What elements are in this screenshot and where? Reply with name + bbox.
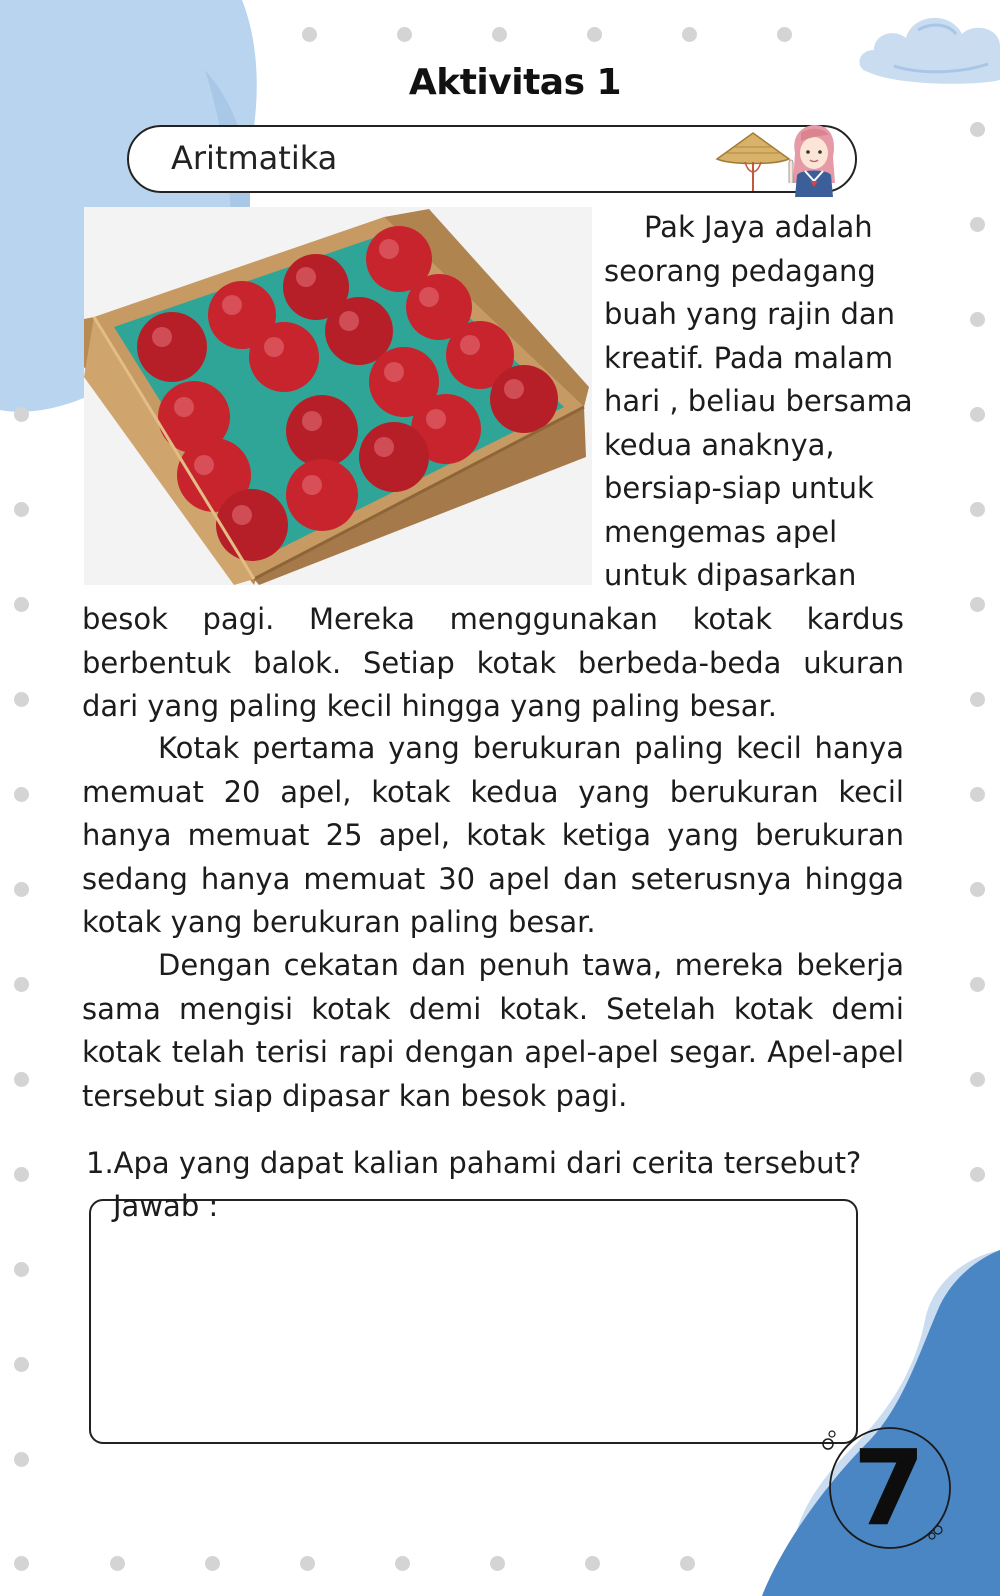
story-line: dari yang paling kecil hingga yang paling besar. <box>82 689 777 723</box>
story-line: bersiap-siap untuk <box>604 471 874 505</box>
border-dot <box>970 597 985 612</box>
border-dot <box>14 1357 29 1372</box>
border-dot <box>680 1556 695 1571</box>
story-line: besok pagi. Mereka menggunakan kotak kardus <box>82 602 904 636</box>
border-dot <box>777 27 792 42</box>
border-dot <box>970 977 985 992</box>
border-dot <box>970 1167 985 1182</box>
story-line: Pak Jaya adalah <box>644 210 873 244</box>
border-dot <box>587 27 602 42</box>
border-dot <box>14 882 29 897</box>
question-1: 1.Apa yang dapat kalian pahami dari cerita tersebut? <box>86 1146 862 1180</box>
border-dot <box>205 1556 220 1571</box>
border-dot <box>490 1556 505 1571</box>
page-title: Aktivitas 1 <box>408 62 622 103</box>
story-line: seorang pedagang <box>604 253 876 288</box>
border-dot <box>14 407 29 422</box>
border-dot <box>14 787 29 802</box>
border-dot <box>302 27 317 42</box>
story-line: buah yang rajin dan <box>604 297 896 331</box>
subject-banner <box>127 125 857 193</box>
border-dot <box>300 1556 315 1571</box>
story-line: kedua anaknya, <box>604 427 835 462</box>
border-dot <box>492 27 507 42</box>
answer-label: Jawab : <box>113 1189 219 1223</box>
border-dot <box>14 977 29 992</box>
conical-hat-icon <box>715 129 791 193</box>
border-dot <box>14 1556 29 1571</box>
apple-box-photo <box>84 207 592 585</box>
border-dot <box>14 1167 29 1182</box>
border-dot <box>14 1452 29 1467</box>
border-dot <box>970 502 985 517</box>
student-girl-icon <box>783 123 843 197</box>
border-dot <box>970 407 985 422</box>
story-continuation <box>82 598 904 729</box>
subject-label: Aritmatika <box>171 139 338 177</box>
border-dot <box>14 1072 29 1087</box>
story-intro-column <box>604 206 924 598</box>
answer-box[interactable] <box>89 1189 858 1444</box>
border-dot <box>14 502 29 517</box>
border-dot <box>970 217 985 232</box>
story-paragraph-2: Kotak pertama yang berukuran paling kecil hanya memuat 20 apel, kotak kedua yang berukuran kecil hanya memuat 25 apel, kotak ketiga yang berukuran sedang hanya memuat 30 apel dan seterusnya hingga kotak yang berukuran paling besar. <box>82 731 904 939</box>
border-dot <box>970 122 985 137</box>
story-line: kreatif. Pada malam <box>604 340 894 375</box>
border-dot <box>970 882 985 897</box>
border-dot <box>14 692 29 707</box>
page-number: 7 <box>852 1427 926 1549</box>
border-dot <box>970 1072 985 1087</box>
border-dot <box>14 1262 29 1277</box>
border-dot <box>395 1556 410 1571</box>
border-dot <box>110 1556 125 1571</box>
story-paragraph-3: Dengan cekatan dan penuh tawa, mereka bekerja sama mengisi kotak demi kotak. Setelah kotak demi kotak telah terisi rapi dengan apel-apel segar. Apel-apel tersebut siap dipasar kan besok pagi. <box>82 948 904 1113</box>
border-dot <box>682 27 697 42</box>
border-dot <box>970 312 985 327</box>
border-dot <box>397 27 412 42</box>
border-dot <box>970 787 985 802</box>
border-dot <box>14 597 29 612</box>
story-line: berbentuk balok. Setiap kotak berbeda-beda ukuran <box>82 645 904 680</box>
story-line: untuk dipasarkan <box>604 558 857 592</box>
border-dot <box>970 692 985 707</box>
story-line: hari , beliau bersama <box>604 384 913 418</box>
story-line: mengemas apel <box>604 514 838 549</box>
border-dot <box>585 1556 600 1571</box>
